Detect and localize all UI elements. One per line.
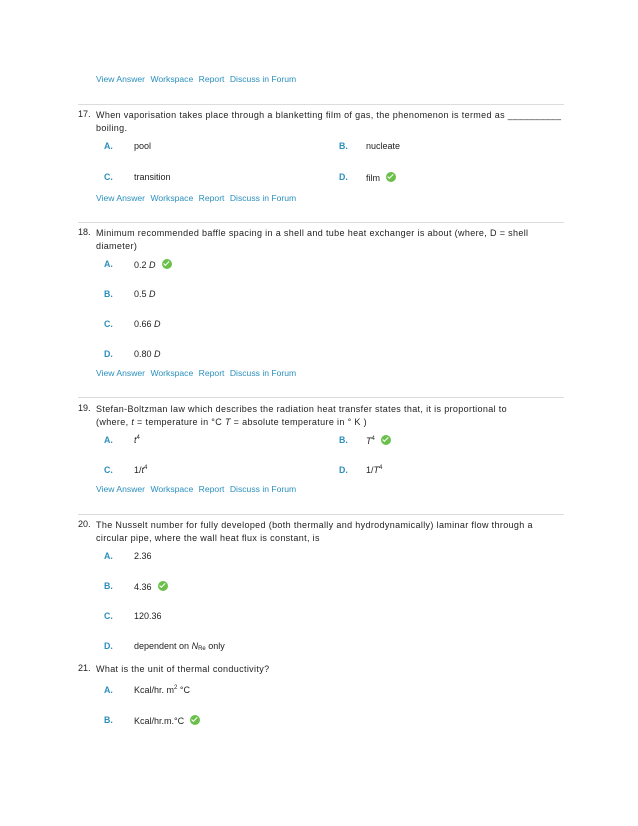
question-line: (where, t = temperature in °C T = absolute temperature in ° K ) [96,417,367,427]
option-c[interactable]: 120.36 [134,611,162,621]
option-letter: C. [104,611,113,621]
option-letter: B. [104,289,113,299]
option-text: 0.2 [134,260,147,270]
option-c[interactable]: $1/t^4$ [134,465,148,475]
option-letter: D. [104,349,113,359]
option-var: D [154,349,161,359]
option-d[interactable]: dependent on $N_{Re}$ only [134,641,225,652]
option-var: D [154,319,161,329]
option-d[interactable] [134,349,161,359]
option-text: 4.36 [134,582,152,592]
option-letter: A. [104,141,113,151]
correct-check-icon [190,715,200,725]
option-a[interactable]: pool [134,141,152,151]
question-text-18: Minimum recommended baffle spacing in a shell and tube heat exchanger is about (where, D = shell diameter) [96,228,529,251]
question-text-21: What is the unit of thermal conductivity? [96,664,270,674]
question-text-20: The Nusselt number for fully developed (both thermally and hydrodynamically) laminar flow through a circular pipe, where the wall heat flux is constant, is [96,520,533,543]
correct-check-icon [381,435,391,445]
discuss-link[interactable]: Discuss in Forum [229,193,297,203]
question-number: 20. [78,519,91,529]
option-var: D [149,260,156,270]
question-text-17: When vaporisation takes place through a blanketting film of gas, the phenomenon is termed as __________ boiling. [96,110,562,133]
question-number: 17. [78,109,91,119]
option-letter: B. [339,141,348,151]
view-answer-link[interactable]: View Answer [96,193,146,203]
separator [78,104,564,105]
option-letter: D. [339,172,348,182]
option-letter: C. [104,465,113,475]
question-number: 21. [78,663,91,673]
discuss-link[interactable]: Discuss in Forum [229,484,297,494]
question-number: 18. [78,227,91,237]
option-b[interactable] [134,289,156,299]
question-number: 19. [78,403,91,413]
option-letter: B. [339,435,348,445]
option-letter: B. [104,715,113,725]
option-a[interactable]: Kcal/hr. $m^2$ °C [134,685,190,695]
option-letter: D. [339,465,348,475]
answer-links-q18 [96,368,299,378]
workspace-link[interactable]: Workspace [150,368,194,378]
option-text: 0.66 [134,319,152,329]
workspace-link[interactable]: Workspace [150,74,194,84]
option-var: D [149,289,156,299]
option-letter: D. [104,641,113,651]
option-text: 0.5 [134,289,147,299]
workspace-link[interactable]: Workspace [150,484,194,494]
option-letter: A. [104,551,113,561]
option-text: film [366,173,380,183]
view-answer-link[interactable]: View Answer [96,74,146,84]
option-a[interactable] [134,259,172,270]
option-d[interactable]: $1/T^4$ [366,465,383,475]
option-b[interactable]: $T^4$ [366,435,391,446]
answer-links-q17 [96,193,299,203]
separator [78,514,564,515]
option-letter: A. [104,435,113,445]
option-text: 0.80 [134,349,152,359]
discuss-link[interactable]: Discuss in Forum [229,368,297,378]
view-answer-link[interactable]: View Answer [96,368,146,378]
correct-check-icon [158,581,168,591]
answer-links-q16 [96,74,299,84]
report-link[interactable]: Report [198,193,225,203]
separator [78,222,564,223]
option-a[interactable]: 2.36 [134,551,152,561]
option-c[interactable] [134,319,161,329]
report-link[interactable]: Report [198,368,225,378]
discuss-link[interactable]: Discuss in Forum [229,74,297,84]
option-text: Kcal/hr.m.°C [134,716,185,726]
question-text-19 [96,403,566,429]
option-b[interactable] [134,581,168,592]
option-letter: C. [104,319,113,329]
separator [78,397,564,398]
option-letter: A. [104,259,113,269]
option-letter: C. [104,172,113,182]
report-link[interactable]: Report [198,74,225,84]
answer-links-q19 [96,484,299,494]
view-answer-link[interactable]: View Answer [96,484,146,494]
option-letter: A. [104,685,113,695]
question-line: Stefan-Boltzman law which describes the radiation heat transfer states that, it is proportional to [96,404,507,414]
option-b[interactable]: nucleate [366,141,401,151]
option-letter: B. [104,581,113,591]
workspace-link[interactable]: Workspace [150,193,194,203]
option-a[interactable]: $t^4$ [134,435,140,445]
option-d[interactable] [366,172,396,183]
report-link[interactable]: Report [198,484,225,494]
option-c[interactable]: transition [134,172,171,182]
option-b[interactable] [134,715,200,726]
correct-check-icon [386,172,396,182]
correct-check-icon [162,259,172,269]
